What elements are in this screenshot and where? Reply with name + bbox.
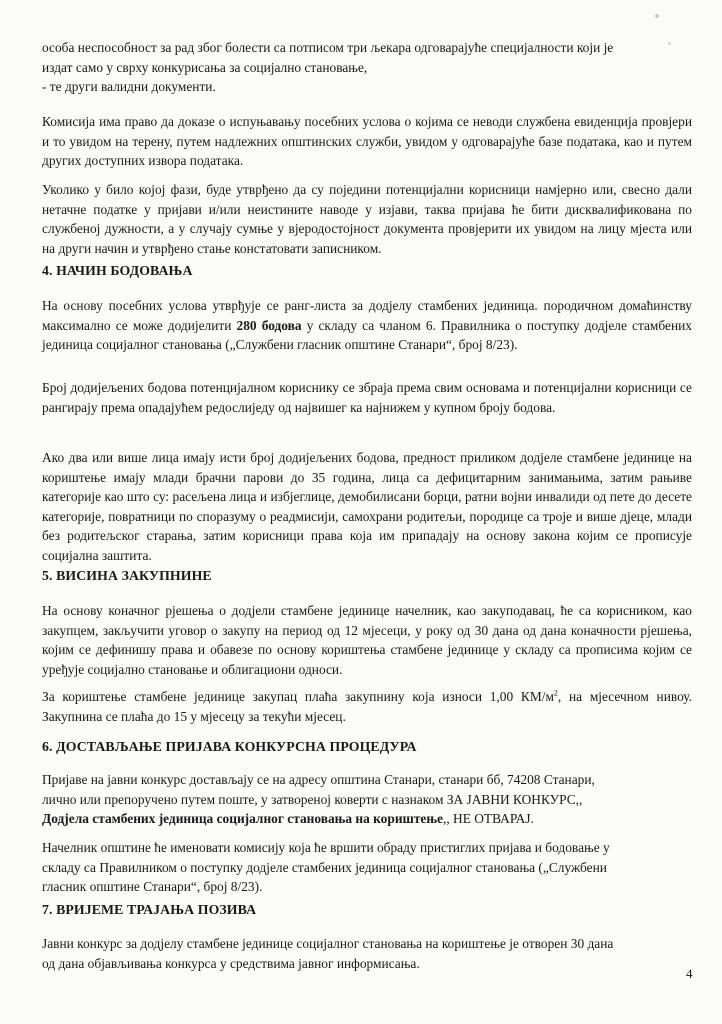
paragraph-4c: Ако два или више лица имају исти број додијељених бодова, предност приликом додјеле стамбене јединице на кориштење имају млади брачни парови до 35 година, лица са дефицитарним занимањима, затим рањиве категорије као што су: расељена лица и избјеглице, демобилисани борци, ратни војни инвалиди од пете до десете категорије, повратници по споразуму о реадмисији, самохрани родитељи, породице са троје и више дјеце, млади без родитељског старања, затим корисници права која им припадају на основу закона којим се прописује социјална заштита.: [42, 450, 692, 563]
paragraph-5a: На основу коначног рјешења о додјели стамбене јединице начелник, као закуподавац, ће са корисником, као закупцем, закључити уговор о закупу на период од 12 мјесеци, у року од 30 дана од дана коначности рјешења, којим се дефинишу права и обавезе по основу кориштења стамбене јединице у складу са прописима којим се уређује социјално становање и облигациони односи.: [42, 603, 692, 677]
text-line: лично или препоручено путем поште, у затвореној коверти с назнаком ЗА ЈАВНИ КОНКУРС,,: [42, 791, 583, 807]
section-heading-4: 4. НАЧИН БОДОВАЊА: [42, 263, 193, 278]
text-line: Пријаве на јавни конкурс достављају се на адресу општина Станари, станари бб, 74208 Станари,: [42, 772, 595, 787]
superscript: 2: [553, 688, 558, 698]
text-run: у складу са чланом 6. Правилника о поступку додјеле стамбених јединица социјалног становања („Службени гласник општине Станари“, број 8/23).: [42, 317, 692, 353]
text-line: гласник општине Станари“, број 8/23).: [42, 879, 263, 895]
page-number: 4: [686, 966, 693, 981]
text-run: За кориштење стамбене јединице закупац плаћа закупнину која износи 1,00 КМ/м: [42, 689, 554, 704]
intro-continuation: [42, 38, 692, 97]
text-line: од дана објављивања конкурса у средствима јавног информисања.: [42, 955, 420, 971]
text-run: ,, НЕ ОТВАРАЈ.: [442, 811, 534, 827]
text-line: Начелник општине ће именовати комисију која ће вршити обраду пристиглих пријава и бодовање у: [42, 840, 610, 855]
intro-line: особа неспособност за рад због болести са потписом три љекара одговарајуће специјалности који је: [42, 40, 614, 55]
intro-line: - те други валидни документи.: [42, 79, 216, 95]
paragraph-4b: Број додијељених бодова потенцијалном кориснику се збраја према свим основама и потенцијални корисници се рангирају према опадајућем редослиједу од највишег ка најнижем у купном броју бодова.: [42, 380, 692, 415]
paragraph-5b: [42, 687, 692, 726]
text-line: [42, 809, 692, 829]
paragraph-komisija: Комисија има право да доказе о испуњавању посебних услова о којима се неводи службена евиденција провјери и то увидом на терену, путем надлежних општинских служби, увидом у одговарајуће базе података, као и путем других доступних извора података.: [42, 114, 692, 169]
bold-subject: Додјела стамбених јединица социјалног становања на кориштење: [42, 811, 443, 827]
text-line: Јавни конкурс за додјелу стамбене јединице социјалног становања на кориштење је отворен 30 дана: [42, 936, 614, 951]
scan-speck: [655, 14, 659, 18]
text-line: складу са Правилником о поступку додјеле стамбених јединица социјалног становања („Службени: [42, 859, 607, 875]
paragraph-4a: [42, 296, 692, 355]
text-run: На основу посебних услова утврђује се ранг-листа за додјелу стамбених јединица. породичном домаћинству максимално се може додијелити: [42, 298, 692, 333]
bold-points: 280 бодова: [236, 317, 302, 333]
text-run: , на мјесечном нивоу. Закупнина се плаћа до 15 у мјесецу за текући мјесец.: [42, 689, 692, 724]
paragraph-6a: [42, 770, 692, 829]
paragraph-6b: [42, 838, 692, 897]
section-heading-5: 5. ВИСИНА ЗАКУПНИНЕ: [42, 568, 212, 583]
section-heading-7: 7. ВРИЈЕМЕ ТРАЈАЊА ПОЗИВА: [42, 902, 257, 917]
section-heading-6: 6. ДОСТАВЉАЊЕ ПРИЈАВА КОНКУРСНА ПРОЦЕДУРА: [42, 739, 417, 754]
paragraph-ukoliko: Уколико у било којој фази, буде утврђено да су поједини потенцијални корисници намјерно или, свесно дали нетачне податке у пријави и/или неистините наводе у изјави, таква пријава ће бити дисквалификована по службеној дужности, а у случају сумње у вјеродостојност документа провјерити их увидом на лицу мјеста или на други начин и утврђено стање констатовати записником.: [42, 182, 692, 256]
intro-line: издат само у сврху конкурисања за социјално становање,: [42, 59, 368, 75]
paragraph-7: [42, 934, 692, 973]
